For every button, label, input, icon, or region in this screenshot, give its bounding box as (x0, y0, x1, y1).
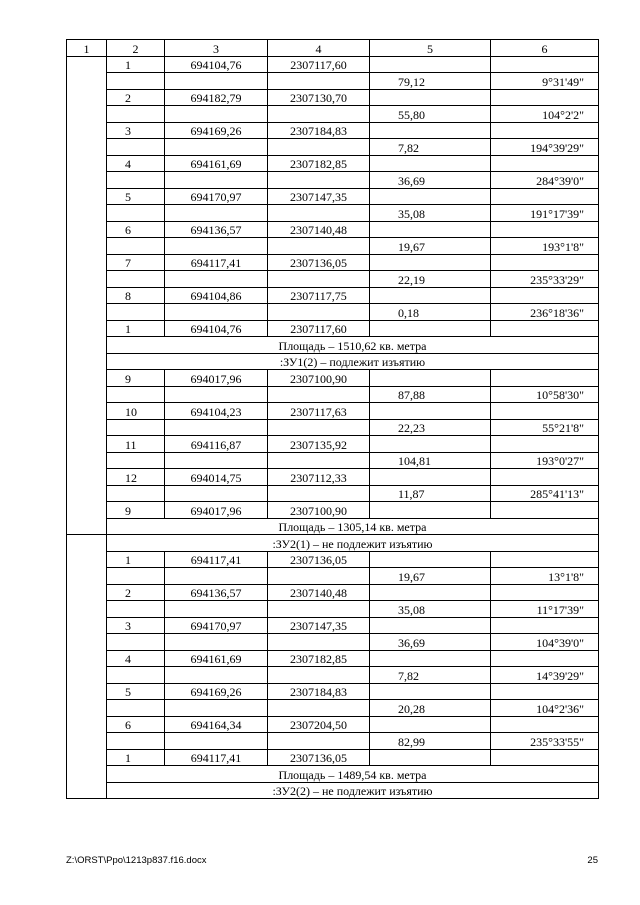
empty-cell (491, 254, 599, 271)
empty-cell (370, 584, 491, 601)
empty-cell (107, 601, 165, 618)
segment-length: 19,67 (370, 568, 491, 585)
empty-cell (107, 139, 165, 156)
point-y: 2307100,90 (268, 370, 370, 387)
area-value: Площадь – 1510,62 кв. метра (107, 337, 599, 354)
empty-cell (107, 238, 165, 255)
direction-angle: 194°39'29" (491, 139, 599, 156)
segment-row (67, 700, 599, 717)
empty-cell (268, 172, 370, 189)
empty-cell (165, 205, 268, 222)
point-row (67, 188, 599, 205)
point-y: 2307182,85 (268, 650, 370, 667)
empty-cell (370, 469, 491, 486)
section-column-cell (67, 535, 107, 799)
segment-row (67, 634, 599, 651)
empty-cell (107, 568, 165, 585)
segment-row (67, 139, 599, 156)
empty-cell (268, 271, 370, 288)
point-number: 5 (107, 683, 165, 700)
empty-cell (268, 205, 370, 222)
point-number: 11 (107, 436, 165, 453)
section-column-cell (67, 56, 107, 535)
point-x: 694017,96 (165, 502, 268, 519)
empty-cell (491, 370, 599, 387)
segment-length: 22,19 (370, 271, 491, 288)
point-x: 694104,76 (165, 56, 268, 73)
point-y: 2307184,83 (268, 122, 370, 139)
section-title: :ЗУ2(2) – не подлежит изъятию (107, 782, 599, 799)
segment-row (67, 485, 599, 502)
empty-cell (491, 188, 599, 205)
point-y: 2307204,50 (268, 716, 370, 733)
empty-cell (165, 386, 268, 403)
area-row (67, 337, 599, 354)
point-x: 694169,26 (165, 683, 268, 700)
direction-angle: 235°33'29" (491, 271, 599, 288)
direction-angle: 104°39'0" (491, 634, 599, 651)
point-y: 2307112,33 (268, 469, 370, 486)
segment-length: 36,69 (370, 634, 491, 651)
empty-cell (165, 139, 268, 156)
segment-row (67, 601, 599, 618)
empty-cell (370, 403, 491, 420)
empty-cell (268, 73, 370, 90)
point-y: 2307117,60 (268, 320, 370, 337)
header-col-6: 6 (491, 40, 599, 57)
empty-cell (107, 106, 165, 123)
segment-row (67, 238, 599, 255)
empty-cell (107, 452, 165, 469)
point-x: 694170,97 (165, 188, 268, 205)
point-x: 694161,69 (165, 650, 268, 667)
segment-row (67, 667, 599, 684)
area-value: Площадь – 1489,54 кв. метра (107, 766, 599, 783)
direction-angle: 14°39'29" (491, 667, 599, 684)
segment-length: 19,67 (370, 238, 491, 255)
point-y: 2307136,05 (268, 254, 370, 271)
segment-row (67, 271, 599, 288)
empty-cell (268, 700, 370, 717)
empty-cell (165, 568, 268, 585)
direction-angle: 55°21'8" (491, 419, 599, 436)
point-number: 6 (107, 221, 165, 238)
section-title-row (67, 535, 599, 552)
point-x: 694104,23 (165, 403, 268, 420)
direction-angle: 11°17'39" (491, 601, 599, 618)
segment-length: 20,28 (370, 700, 491, 717)
point-row (67, 617, 599, 634)
header-col-1: 1 (67, 40, 107, 57)
point-number: 1 (107, 320, 165, 337)
page-footer (66, 855, 598, 869)
point-row (67, 221, 599, 238)
empty-cell (491, 287, 599, 304)
empty-cell (268, 139, 370, 156)
empty-cell (165, 304, 268, 321)
point-number: 10 (107, 403, 165, 420)
point-row (67, 320, 599, 337)
point-y: 2307117,60 (268, 56, 370, 73)
point-number: 8 (107, 287, 165, 304)
segment-length: 87,88 (370, 386, 491, 403)
empty-cell (165, 667, 268, 684)
point-row (67, 650, 599, 667)
empty-cell (107, 485, 165, 502)
empty-cell (165, 73, 268, 90)
empty-cell (165, 106, 268, 123)
point-y: 2307136,05 (268, 749, 370, 766)
empty-cell (491, 56, 599, 73)
point-number: 1 (107, 56, 165, 73)
segment-row (67, 172, 599, 189)
segment-row (67, 386, 599, 403)
point-row (67, 551, 599, 568)
empty-cell (107, 73, 165, 90)
point-row (67, 469, 599, 486)
direction-angle: 284°39'0" (491, 172, 599, 189)
section-title-row (67, 782, 599, 799)
empty-cell (268, 452, 370, 469)
point-row (67, 155, 599, 172)
segment-length: 36,69 (370, 172, 491, 189)
empty-cell (107, 304, 165, 321)
empty-cell (370, 89, 491, 106)
segment-length: 0,18 (370, 304, 491, 321)
point-x: 694104,86 (165, 287, 268, 304)
segment-row (67, 568, 599, 585)
empty-cell (370, 551, 491, 568)
header-col-2: 2 (107, 40, 165, 57)
empty-cell (165, 601, 268, 618)
point-x: 694014,75 (165, 469, 268, 486)
empty-cell (268, 485, 370, 502)
point-number: 1 (107, 551, 165, 568)
empty-cell (370, 502, 491, 519)
segment-length: 11,87 (370, 485, 491, 502)
empty-cell (165, 634, 268, 651)
point-x: 694161,69 (165, 155, 268, 172)
empty-cell (491, 551, 599, 568)
point-row (67, 584, 599, 601)
point-row (67, 683, 599, 700)
point-number: 9 (107, 370, 165, 387)
point-row (67, 56, 599, 73)
point-y: 2307140,48 (268, 584, 370, 601)
point-y: 2307130,70 (268, 89, 370, 106)
empty-cell (491, 122, 599, 139)
point-y: 2307140,48 (268, 221, 370, 238)
empty-cell (165, 172, 268, 189)
point-row (67, 749, 599, 766)
area-row (67, 518, 599, 535)
empty-cell (268, 733, 370, 750)
empty-cell (491, 436, 599, 453)
point-x: 694017,96 (165, 370, 268, 387)
point-y: 2307182,85 (268, 155, 370, 172)
point-x: 694117,41 (165, 749, 268, 766)
point-number: 3 (107, 122, 165, 139)
empty-cell (268, 601, 370, 618)
segment-length: 55,80 (370, 106, 491, 123)
point-row (67, 89, 599, 106)
coordinates-table (66, 39, 599, 799)
point-row (67, 122, 599, 139)
point-number: 6 (107, 716, 165, 733)
point-x: 694170,97 (165, 617, 268, 634)
segment-row (67, 73, 599, 90)
empty-cell (268, 106, 370, 123)
point-x: 694136,57 (165, 221, 268, 238)
empty-cell (107, 634, 165, 651)
empty-cell (165, 452, 268, 469)
empty-cell (491, 89, 599, 106)
point-row (67, 436, 599, 453)
empty-cell (107, 700, 165, 717)
coordinates-table-sheet (66, 39, 598, 799)
segment-length: 79,12 (370, 73, 491, 90)
point-number: 5 (107, 188, 165, 205)
empty-cell (370, 221, 491, 238)
empty-cell (370, 617, 491, 634)
point-x: 694117,41 (165, 254, 268, 271)
direction-angle: 236°18'36" (491, 304, 599, 321)
empty-cell (491, 469, 599, 486)
empty-cell (491, 155, 599, 172)
page-number: 25 (587, 855, 598, 866)
empty-cell (107, 667, 165, 684)
empty-cell (370, 287, 491, 304)
header-col-5: 5 (370, 40, 491, 57)
direction-angle: 193°1'8" (491, 238, 599, 255)
empty-cell (370, 122, 491, 139)
empty-cell (107, 733, 165, 750)
point-y: 2307184,83 (268, 683, 370, 700)
segment-length: 22,23 (370, 419, 491, 436)
empty-cell (370, 749, 491, 766)
empty-cell (491, 749, 599, 766)
empty-cell (107, 205, 165, 222)
direction-angle: 9°31'49" (491, 73, 599, 90)
segment-length: 82,99 (370, 733, 491, 750)
empty-cell (268, 634, 370, 651)
empty-cell (370, 716, 491, 733)
segment-row (67, 304, 599, 321)
empty-cell (107, 419, 165, 436)
direction-angle: 13°1'8" (491, 568, 599, 585)
segment-row (67, 419, 599, 436)
empty-cell (491, 502, 599, 519)
coordinates-table-body (67, 40, 599, 799)
empty-cell (268, 386, 370, 403)
empty-cell (268, 419, 370, 436)
empty-cell (491, 650, 599, 667)
empty-cell (370, 370, 491, 387)
point-number: 9 (107, 502, 165, 519)
segment-length: 104,81 (370, 452, 491, 469)
empty-cell (370, 320, 491, 337)
empty-cell (107, 386, 165, 403)
point-number: 7 (107, 254, 165, 271)
empty-cell (268, 304, 370, 321)
point-number: 2 (107, 89, 165, 106)
empty-cell (370, 683, 491, 700)
point-number: 4 (107, 155, 165, 172)
point-row (67, 403, 599, 420)
empty-cell (370, 650, 491, 667)
point-x: 694182,79 (165, 89, 268, 106)
point-number: 4 (107, 650, 165, 667)
direction-angle: 10°58'30" (491, 386, 599, 403)
point-y: 2307135,92 (268, 436, 370, 453)
point-x: 694169,26 (165, 122, 268, 139)
empty-cell (370, 155, 491, 172)
empty-cell (107, 172, 165, 189)
empty-cell (268, 238, 370, 255)
direction-angle: 104°2'36" (491, 700, 599, 717)
empty-cell (165, 733, 268, 750)
point-y: 2307147,35 (268, 188, 370, 205)
point-row (67, 287, 599, 304)
header-row (67, 40, 599, 57)
empty-cell (165, 238, 268, 255)
empty-cell (491, 403, 599, 420)
point-row (67, 370, 599, 387)
point-y: 2307117,63 (268, 403, 370, 420)
empty-cell (491, 320, 599, 337)
point-x: 694104,76 (165, 320, 268, 337)
empty-cell (491, 716, 599, 733)
segment-length: 35,08 (370, 205, 491, 222)
segment-row (67, 452, 599, 469)
document-path: Z:\ORST\Ppo\1213p837.f16.docx (66, 855, 207, 866)
point-row (67, 716, 599, 733)
point-number: 12 (107, 469, 165, 486)
empty-cell (165, 485, 268, 502)
point-row (67, 254, 599, 271)
empty-cell (165, 700, 268, 717)
segment-length: 7,82 (370, 667, 491, 684)
point-number: 1 (107, 749, 165, 766)
direction-angle: 104°2'2" (491, 106, 599, 123)
header-col-3: 3 (165, 40, 268, 57)
point-y: 2307100,90 (268, 502, 370, 519)
empty-cell (491, 584, 599, 601)
section-title: :ЗУ1(2) – подлежит изъятию (107, 353, 599, 370)
section-title-row (67, 353, 599, 370)
point-number: 3 (107, 617, 165, 634)
area-row (67, 766, 599, 783)
empty-cell (491, 617, 599, 634)
empty-cell (491, 221, 599, 238)
empty-cell (491, 683, 599, 700)
segment-length: 35,08 (370, 601, 491, 618)
header-col-4: 4 (268, 40, 370, 57)
direction-angle: 193°0'27" (491, 452, 599, 469)
point-x: 694164,34 (165, 716, 268, 733)
empty-cell (165, 271, 268, 288)
direction-angle: 191°17'39" (491, 205, 599, 222)
point-y: 2307147,35 (268, 617, 370, 634)
direction-angle: 285°41'13" (491, 485, 599, 502)
direction-angle: 235°33'55" (491, 733, 599, 750)
point-row (67, 502, 599, 519)
segment-length: 7,82 (370, 139, 491, 156)
segment-row (67, 733, 599, 750)
point-number: 2 (107, 584, 165, 601)
empty-cell (165, 419, 268, 436)
section-title: :ЗУ2(1) – не подлежит изъятию (107, 535, 599, 552)
point-y: 2307117,75 (268, 287, 370, 304)
segment-row (67, 205, 599, 222)
point-x: 694117,41 (165, 551, 268, 568)
empty-cell (370, 188, 491, 205)
point-y: 2307136,05 (268, 551, 370, 568)
area-value: Площадь – 1305,14 кв. метра (107, 518, 599, 535)
empty-cell (268, 667, 370, 684)
empty-cell (268, 568, 370, 585)
empty-cell (370, 254, 491, 271)
empty-cell (107, 271, 165, 288)
point-x: 694136,57 (165, 584, 268, 601)
segment-row (67, 106, 599, 123)
empty-cell (370, 56, 491, 73)
empty-cell (370, 436, 491, 453)
point-x: 694116,87 (165, 436, 268, 453)
